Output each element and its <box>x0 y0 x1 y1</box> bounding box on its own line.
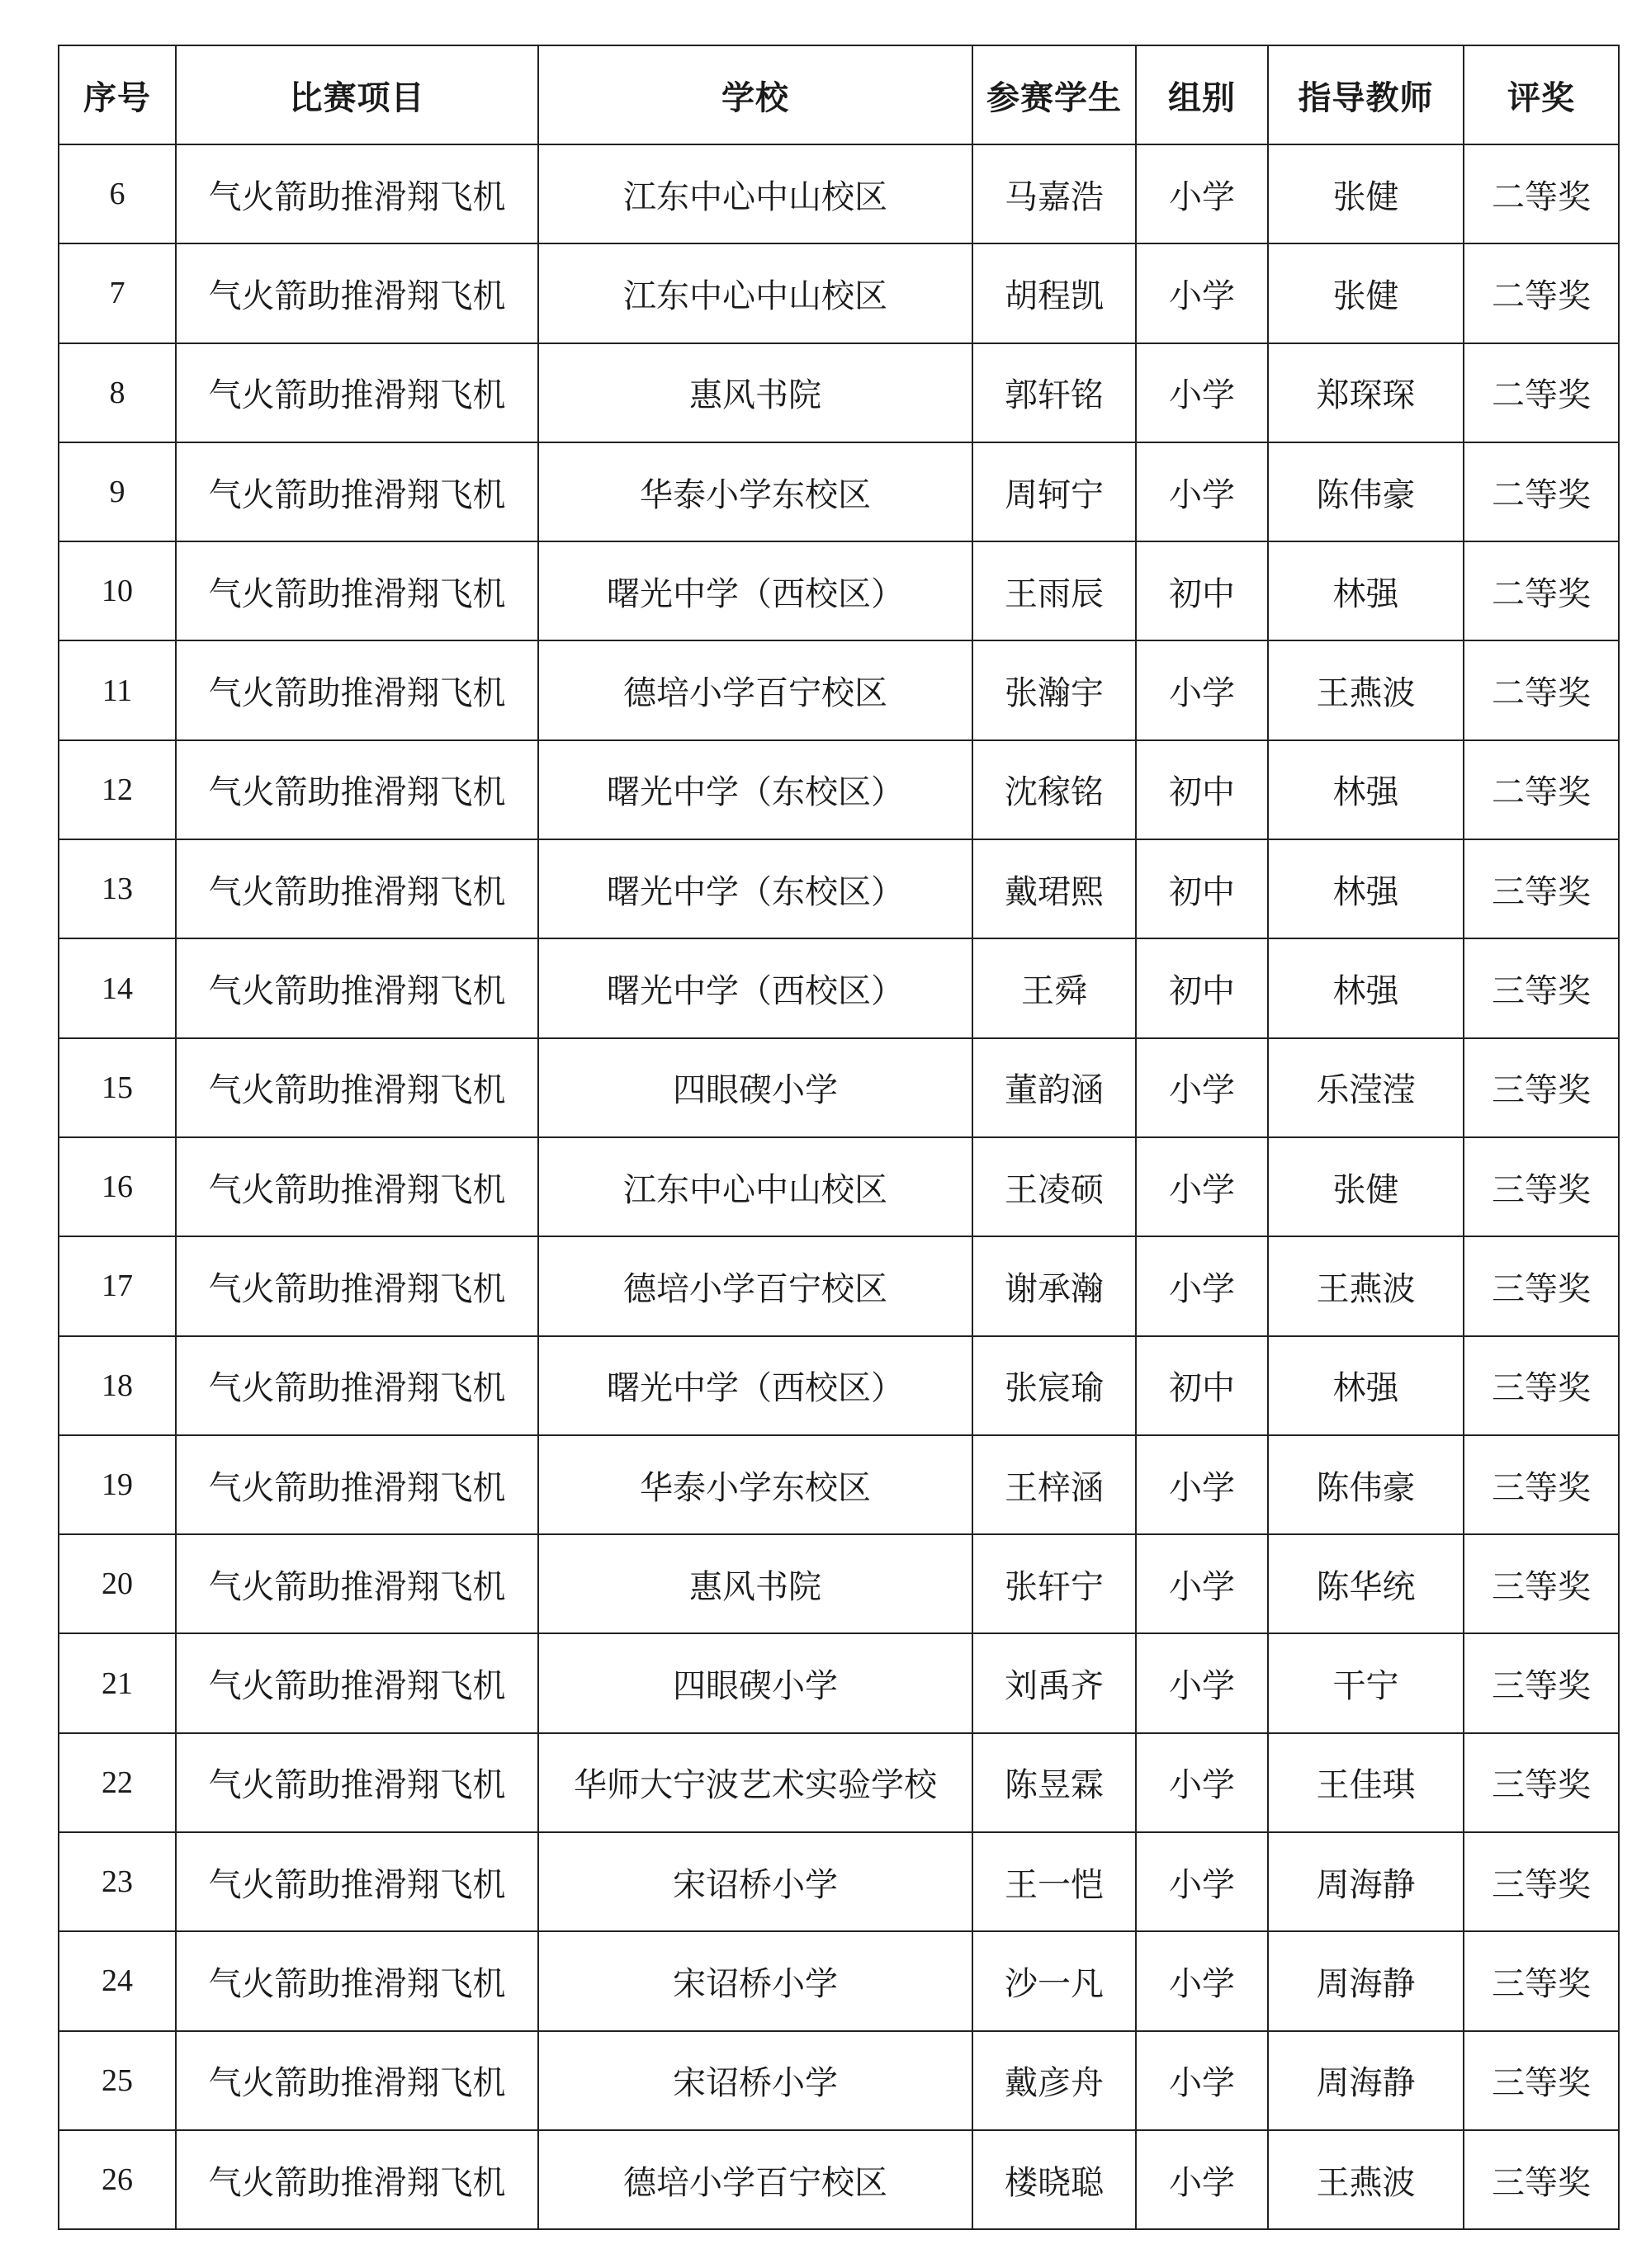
table-row <box>59 1633 1619 1732</box>
header-row <box>59 45 1619 144</box>
table-row <box>59 640 1619 739</box>
cell-school: 四眼碶小学 <box>538 1633 972 1732</box>
cell-event: 气火箭助推滑翔飞机 <box>176 1435 538 1534</box>
cell-group: 初中 <box>1136 1336 1268 1435</box>
cell-teacher: 郑琛琛 <box>1268 343 1464 442</box>
cell-no: 26 <box>59 2130 176 2229</box>
cell-school: 德培小学百宁校区 <box>538 1236 972 1335</box>
cell-teacher: 陈华统 <box>1268 1534 1464 1633</box>
cell-school: 曙光中学（西校区） <box>538 1336 972 1435</box>
cell-event: 气火箭助推滑翔飞机 <box>176 1236 538 1335</box>
cell-event: 气火箭助推滑翔飞机 <box>176 740 538 839</box>
cell-student: 沙一凡 <box>972 1931 1136 2030</box>
cell-event: 气火箭助推滑翔飞机 <box>176 839 538 938</box>
cell-award: 二等奖 <box>1464 541 1619 640</box>
cell-group: 小学 <box>1136 1137 1268 1236</box>
cell-award: 二等奖 <box>1464 343 1619 442</box>
table-row <box>59 1336 1619 1435</box>
table-row <box>59 243 1619 343</box>
cell-event: 气火箭助推滑翔飞机 <box>176 144 538 243</box>
header-teacher: 指导教师 <box>1268 45 1464 144</box>
cell-award: 三等奖 <box>1464 2130 1619 2229</box>
cell-teacher: 陈伟豪 <box>1268 1435 1464 1534</box>
cell-no: 16 <box>59 1137 176 1236</box>
cell-event: 气火箭助推滑翔飞机 <box>176 2031 538 2130</box>
cell-no: 22 <box>59 1733 176 1832</box>
cell-award: 三等奖 <box>1464 839 1619 938</box>
cell-no: 13 <box>59 839 176 938</box>
cell-award: 三等奖 <box>1464 1137 1619 1236</box>
cell-award: 二等奖 <box>1464 640 1619 739</box>
table-row <box>59 1931 1619 2030</box>
cell-teacher: 周海静 <box>1268 1931 1464 2030</box>
cell-award: 三等奖 <box>1464 1236 1619 1335</box>
cell-award: 三等奖 <box>1464 1733 1619 1832</box>
cell-award: 二等奖 <box>1464 144 1619 243</box>
cell-student: 沈稼铭 <box>972 740 1136 839</box>
cell-school: 江东中心中山校区 <box>538 243 972 343</box>
cell-event: 气火箭助推滑翔飞机 <box>176 343 538 442</box>
cell-group: 初中 <box>1136 541 1268 640</box>
cell-event: 气火箭助推滑翔飞机 <box>176 2130 538 2229</box>
cell-no: 8 <box>59 343 176 442</box>
table-row <box>59 839 1619 938</box>
cell-student: 张瀚宇 <box>972 640 1136 739</box>
cell-group: 小学 <box>1136 1038 1268 1137</box>
cell-event: 气火箭助推滑翔飞机 <box>176 541 538 640</box>
cell-student: 王雨辰 <box>972 541 1136 640</box>
table-row <box>59 2031 1619 2130</box>
cell-award: 三等奖 <box>1464 1832 1619 1931</box>
cell-school: 华泰小学东校区 <box>538 442 972 541</box>
cell-group: 小学 <box>1136 1931 1268 2030</box>
cell-award: 三等奖 <box>1464 1633 1619 1732</box>
cell-no: 15 <box>59 1038 176 1137</box>
cell-group: 初中 <box>1136 740 1268 839</box>
cell-student: 郭轩铭 <box>972 343 1136 442</box>
cell-teacher: 林强 <box>1268 1336 1464 1435</box>
cell-event: 气火箭助推滑翔飞机 <box>176 442 538 541</box>
cell-student: 王一恺 <box>972 1832 1136 1931</box>
cell-group: 小学 <box>1136 1435 1268 1534</box>
award-table <box>58 45 1620 2230</box>
cell-teacher: 张健 <box>1268 1137 1464 1236</box>
cell-group: 小学 <box>1136 343 1268 442</box>
cell-no: 25 <box>59 2031 176 2130</box>
cell-group: 小学 <box>1136 2031 1268 2130</box>
cell-group: 小学 <box>1136 640 1268 739</box>
table-row <box>59 1832 1619 1931</box>
cell-no: 24 <box>59 1931 176 2030</box>
cell-event: 气火箭助推滑翔飞机 <box>176 1931 538 2030</box>
cell-group: 小学 <box>1136 1733 1268 1832</box>
cell-teacher: 张健 <box>1268 243 1464 343</box>
cell-school: 华师大宁波艺术实验学校 <box>538 1733 972 1832</box>
award-list-sheet <box>58 45 1618 2230</box>
cell-no: 14 <box>59 938 176 1037</box>
table-row <box>59 1534 1619 1633</box>
cell-school: 江东中心中山校区 <box>538 144 972 243</box>
cell-event: 气火箭助推滑翔飞机 <box>176 1733 538 1832</box>
cell-student: 胡程凯 <box>972 243 1136 343</box>
cell-no: 12 <box>59 740 176 839</box>
cell-school: 惠风书院 <box>538 1534 972 1633</box>
cell-teacher: 张健 <box>1268 144 1464 243</box>
cell-student: 陈昱霖 <box>972 1733 1136 1832</box>
cell-event: 气火箭助推滑翔飞机 <box>176 1137 538 1236</box>
cell-teacher: 王佳琪 <box>1268 1733 1464 1832</box>
table-row <box>59 1435 1619 1534</box>
cell-group: 小学 <box>1136 1832 1268 1931</box>
cell-event: 气火箭助推滑翔飞机 <box>176 243 538 343</box>
header-school: 学校 <box>538 45 972 144</box>
cell-no: 20 <box>59 1534 176 1633</box>
cell-teacher: 林强 <box>1268 938 1464 1037</box>
cell-event: 气火箭助推滑翔飞机 <box>176 1633 538 1732</box>
cell-teacher: 干宁 <box>1268 1633 1464 1732</box>
cell-teacher: 周海静 <box>1268 1832 1464 1931</box>
cell-student: 董韵涵 <box>972 1038 1136 1137</box>
cell-no: 10 <box>59 541 176 640</box>
cell-school: 宋诏桥小学 <box>538 1931 972 2030</box>
cell-no: 9 <box>59 442 176 541</box>
cell-teacher: 王燕波 <box>1268 640 1464 739</box>
table-row <box>59 1236 1619 1335</box>
header-group: 组别 <box>1136 45 1268 144</box>
table-row <box>59 343 1619 442</box>
table-body <box>59 144 1619 2229</box>
cell-teacher: 周海静 <box>1268 2031 1464 2130</box>
cell-teacher: 林强 <box>1268 839 1464 938</box>
table-row <box>59 938 1619 1037</box>
cell-event: 气火箭助推滑翔飞机 <box>176 640 538 739</box>
cell-student: 张轩宁 <box>972 1534 1136 1633</box>
cell-teacher: 王燕波 <box>1268 1236 1464 1335</box>
cell-teacher: 林强 <box>1268 740 1464 839</box>
cell-student: 马嘉浩 <box>972 144 1136 243</box>
cell-teacher: 乐滢滢 <box>1268 1038 1464 1137</box>
cell-school: 德培小学百宁校区 <box>538 2130 972 2229</box>
cell-no: 6 <box>59 144 176 243</box>
cell-event: 气火箭助推滑翔飞机 <box>176 1336 538 1435</box>
cell-school: 江东中心中山校区 <box>538 1137 972 1236</box>
table-row <box>59 1137 1619 1236</box>
cell-award: 二等奖 <box>1464 243 1619 343</box>
cell-group: 小学 <box>1136 1534 1268 1633</box>
table-row <box>59 442 1619 541</box>
cell-student: 王舜 <box>972 938 1136 1037</box>
table-row <box>59 2130 1619 2229</box>
cell-award: 三等奖 <box>1464 1038 1619 1137</box>
cell-school: 宋诏桥小学 <box>538 2031 972 2130</box>
cell-school: 曙光中学（东校区） <box>538 740 972 839</box>
header-event: 比赛项目 <box>176 45 538 144</box>
table-row <box>59 144 1619 243</box>
cell-teacher: 陈伟豪 <box>1268 442 1464 541</box>
cell-group: 初中 <box>1136 839 1268 938</box>
cell-school: 曙光中学（西校区） <box>538 541 972 640</box>
header-no: 序号 <box>59 45 176 144</box>
cell-school: 宋诏桥小学 <box>538 1832 972 1931</box>
cell-group: 小学 <box>1136 442 1268 541</box>
table-row <box>59 740 1619 839</box>
cell-award: 三等奖 <box>1464 1534 1619 1633</box>
cell-group: 初中 <box>1136 938 1268 1037</box>
cell-award: 三等奖 <box>1464 1336 1619 1435</box>
cell-award: 二等奖 <box>1464 740 1619 839</box>
cell-student: 张宸瑜 <box>972 1336 1136 1435</box>
cell-teacher: 王燕波 <box>1268 2130 1464 2229</box>
cell-no: 11 <box>59 640 176 739</box>
cell-group: 小学 <box>1136 1633 1268 1732</box>
cell-group: 小学 <box>1136 1236 1268 1335</box>
table-row <box>59 1038 1619 1137</box>
cell-no: 21 <box>59 1633 176 1732</box>
cell-student: 戴彦舟 <box>972 2031 1136 2130</box>
cell-school: 惠风书院 <box>538 343 972 442</box>
cell-no: 17 <box>59 1236 176 1335</box>
cell-event: 气火箭助推滑翔飞机 <box>176 1534 538 1633</box>
table-row <box>59 1733 1619 1832</box>
cell-student: 王梓涵 <box>972 1435 1136 1534</box>
cell-student: 刘禹齐 <box>972 1633 1136 1732</box>
cell-award: 三等奖 <box>1464 2031 1619 2130</box>
cell-no: 19 <box>59 1435 176 1534</box>
cell-no: 18 <box>59 1336 176 1435</box>
header-student: 参赛学生 <box>972 45 1136 144</box>
cell-no: 23 <box>59 1832 176 1931</box>
cell-event: 气火箭助推滑翔飞机 <box>176 938 538 1037</box>
cell-teacher: 林强 <box>1268 541 1464 640</box>
cell-school: 德培小学百宁校区 <box>538 640 972 739</box>
cell-group: 小学 <box>1136 243 1268 343</box>
cell-group: 小学 <box>1136 2130 1268 2229</box>
cell-no: 7 <box>59 243 176 343</box>
table-row <box>59 541 1619 640</box>
cell-student: 周轲宁 <box>972 442 1136 541</box>
cell-school: 华泰小学东校区 <box>538 1435 972 1534</box>
cell-award: 三等奖 <box>1464 1435 1619 1534</box>
cell-group: 小学 <box>1136 144 1268 243</box>
cell-student: 楼晓聪 <box>972 2130 1136 2229</box>
header-award: 评奖 <box>1464 45 1619 144</box>
cell-award: 三等奖 <box>1464 938 1619 1037</box>
cell-event: 气火箭助推滑翔飞机 <box>176 1832 538 1931</box>
cell-school: 曙光中学（西校区） <box>538 938 972 1037</box>
cell-event: 气火箭助推滑翔飞机 <box>176 1038 538 1137</box>
cell-award: 二等奖 <box>1464 442 1619 541</box>
cell-student: 戴珺熙 <box>972 839 1136 938</box>
table-header <box>59 45 1619 144</box>
cell-school: 曙光中学（东校区） <box>538 839 972 938</box>
cell-student: 王凌硕 <box>972 1137 1136 1236</box>
cell-student: 谢承瀚 <box>972 1236 1136 1335</box>
cell-award: 三等奖 <box>1464 1931 1619 2030</box>
cell-school: 四眼碶小学 <box>538 1038 972 1137</box>
